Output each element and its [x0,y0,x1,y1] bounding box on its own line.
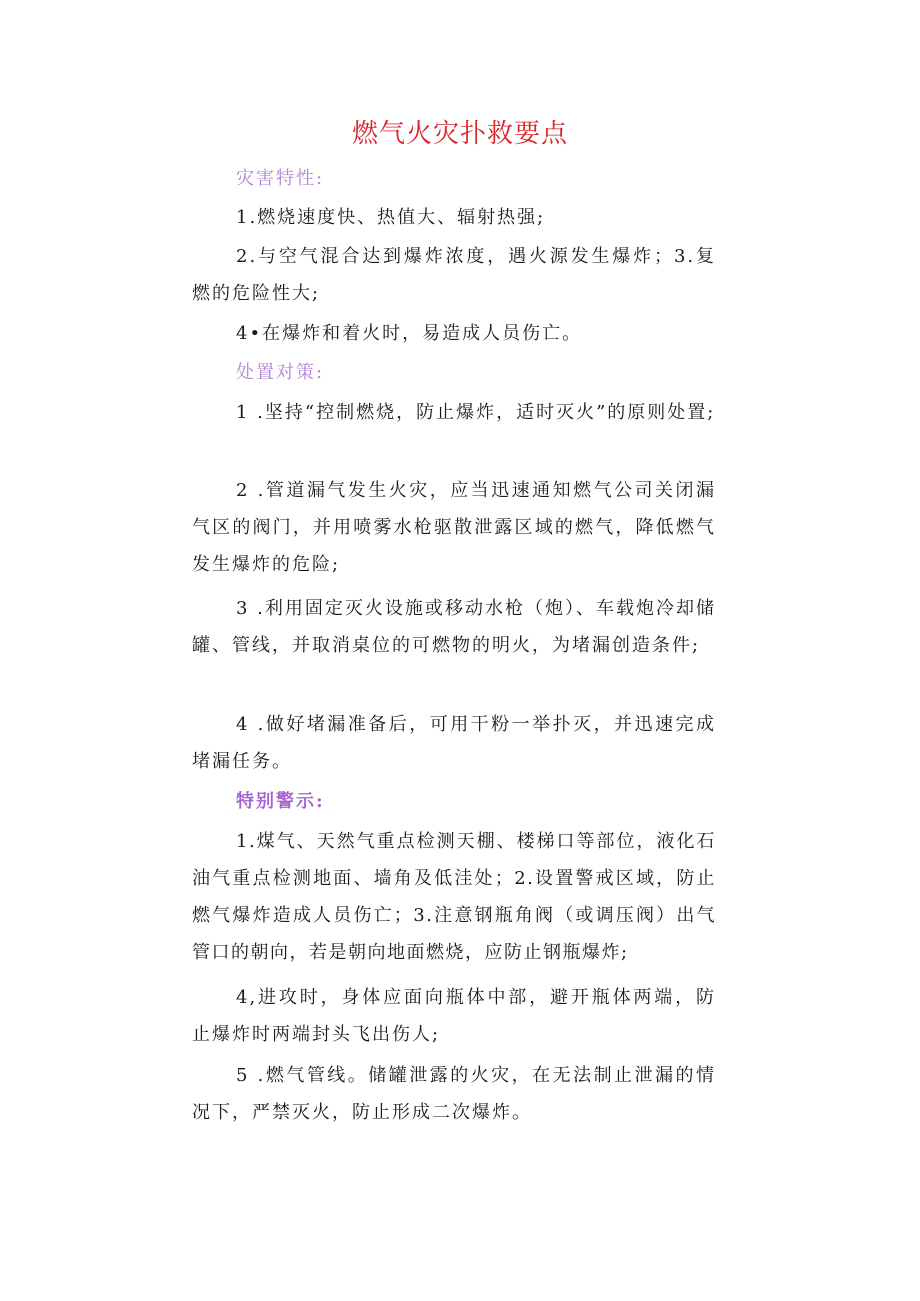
page-title: 燃气火灾扑救要点 [351,119,568,149]
hazard-item-2: 2.与空气混合达到爆炸浓度，遇火源发生爆炸；3.复燃的危险性大; [192,246,716,304]
response-item-2: 2 .管道漏气发生火灾，应当迅速通知燃气公司关闭漏气区的阀门，并用喷雾水枪驱散泄露区域的燃气，降低燃气发生爆炸的危险; [192,480,716,575]
response-item-4: 4 .做好堵漏准备后，可用干粉一举扑灭，并迅速完成堵漏任务。 [192,714,716,772]
hazard-item-1: 1.燃烧速度快、热值大、辐射热强; [236,207,546,228]
warning-item-5: 5 .燃气管线。储罐泄露的火灾，在无法制止泄漏的情况下，严禁灭火，防止形成二次爆炸。 [192,1065,716,1123]
response-item-1: 1 .坚持“控制燃烧，防止爆炸，适时灭火”的原则处置; [236,402,716,423]
section-heading-warning: 特别警示: [236,791,325,812]
hazard-item-4: 4•在爆炸和着火时，易造成人员伤亡。 [236,323,583,344]
warning-item-1: 1.煤气、天然气重点检测天棚、楼梯口等部位，液化石油气重点检测地面、墙角及低洼处；2.设置警戒区域，防止燃气爆炸造成人员伤亡；3.注意钢瓶角阀（或调压阀）出气管口的朝向，若是朝向地面燃烧，应防止钢瓶爆炸; [192,831,716,963]
warning-item-4: 4,进攻时，身体应面向瓶体中部，避开瓶体两端，防止爆炸时两端封头飞出伤人; [192,987,716,1045]
section-heading-response: 处置对策: [236,362,325,383]
response-item-3: 3 .利用固定灭火设施或移动水枪（炮）、车载炮冷却储罐、管线，并取消桌位的可燃物的明火，为堵漏创造条件; [192,598,716,656]
section-heading-hazard: 灾害特性: [236,168,325,189]
